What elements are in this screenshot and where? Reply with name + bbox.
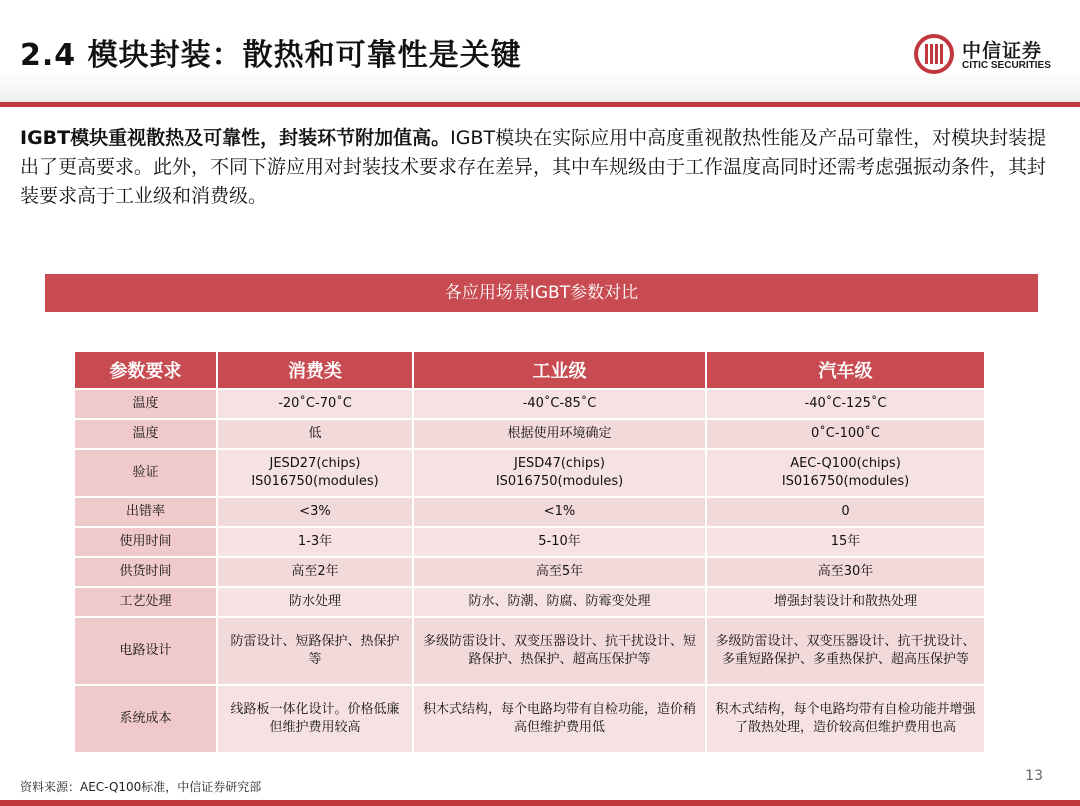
table-cell: -20˚C-70˚C [217, 389, 413, 419]
intro-body: IGBT模块在实际应用中高度重视散热性能及产品可靠性，对模块封装提出了更高要求。此外，不同下游应用对封装技术要求存在差异，其中车规级由于工作温度高同时还需考虑强振动条件，其封装要求高于工业级和消费级。 [20, 127, 1047, 207]
table-row [74, 685, 985, 753]
table-row [74, 527, 985, 557]
row-label: 验证 [74, 449, 217, 497]
row-label: 供货时间 [74, 557, 217, 587]
citic-logo-icon [914, 34, 954, 74]
header-cell: 消费类 [217, 351, 413, 389]
table-row [74, 449, 985, 497]
company-logo [914, 34, 1064, 74]
table-cell: JESD27(chips) IS016750(modules) [217, 449, 413, 497]
table-cell: 积木式结构，每个电路均带有自检功能并增强了散热处理，造价较高但维护费用也高 [706, 685, 985, 753]
table-cell: 防水、防潮、防腐、防霉变处理 [413, 587, 706, 617]
table-row [74, 587, 985, 617]
table-cell: AEC-Q100(chips) IS016750(modules) [706, 449, 985, 497]
row-label: 出错率 [74, 497, 217, 527]
comparison-table [73, 350, 986, 754]
table-row [74, 497, 985, 527]
table-cell: 根据使用环境确定 [413, 419, 706, 449]
table-row [74, 389, 985, 419]
table-cell: 防雷设计、短路保护、热保护等 [217, 617, 413, 685]
table-title: 各应用场景IGBT参数对比 [45, 274, 1038, 312]
table-header-row [74, 351, 985, 389]
logo-english-name: CITIC SECURITIES [962, 60, 1051, 71]
row-label: 系统成本 [74, 685, 217, 753]
table-cell: 15年 [706, 527, 985, 557]
row-label: 工艺处理 [74, 587, 217, 617]
header-cell: 参数要求 [74, 351, 217, 389]
table-cell: -40˚C-85˚C [413, 389, 706, 419]
table-cell: <3% [217, 497, 413, 527]
row-label: 温度 [74, 389, 217, 419]
table-cell: 高至2年 [217, 557, 413, 587]
header-cell: 汽车级 [706, 351, 985, 389]
table-cell: 0˚C-100˚C [706, 419, 985, 449]
table-cell: 0 [706, 497, 985, 527]
source-note: 资料来源：AEC-Q100标准，中信证券研究部 [20, 780, 262, 794]
table-cell: 多级防雷设计、双变压器设计、抗干扰设计、短路保护、热保护、超高压保护等 [413, 617, 706, 685]
table-row [74, 617, 985, 685]
table-cell: 高至5年 [413, 557, 706, 587]
table-cell: 积木式结构，每个电路均带有自检功能，造价稍高但维护费用低 [413, 685, 706, 753]
table-cell: 线路板一体化设计。价格低廉但维护费用较高 [217, 685, 413, 753]
table-cell: 防水处理 [217, 587, 413, 617]
table-cell: 多级防雷设计、双变压器设计、抗干扰设计、多重短路保护、多重热保护、超高压保护等 [706, 617, 985, 685]
row-label: 电路设计 [74, 617, 217, 685]
row-label: 温度 [74, 419, 217, 449]
table-cell: -40˚C-125˚C [706, 389, 985, 419]
logo-chinese-name: 中信证券 [962, 40, 1043, 62]
intro-lead: IGBT模块重视散热及可靠性，封装环节附加值高。 [20, 127, 451, 149]
table-row [74, 557, 985, 587]
table-row [74, 419, 985, 449]
intro-paragraph [20, 124, 1060, 211]
table-cell: JESD47(chips) IS016750(modules) [413, 449, 706, 497]
page-title: 2.4 模块封装：散热和可靠性是关键 [20, 38, 522, 73]
table-cell: 5-10年 [413, 527, 706, 557]
table-cell: 低 [217, 419, 413, 449]
table-cell: <1% [413, 497, 706, 527]
footer-divider [0, 800, 1080, 806]
header-divider [0, 102, 1080, 107]
header-cell: 工业级 [413, 351, 706, 389]
row-label: 使用时间 [74, 527, 217, 557]
table-cell: 1-3年 [217, 527, 413, 557]
table-cell: 高至30年 [706, 557, 985, 587]
page-number: 13 [1025, 768, 1043, 784]
table-cell: 增强封装设计和散热处理 [706, 587, 985, 617]
